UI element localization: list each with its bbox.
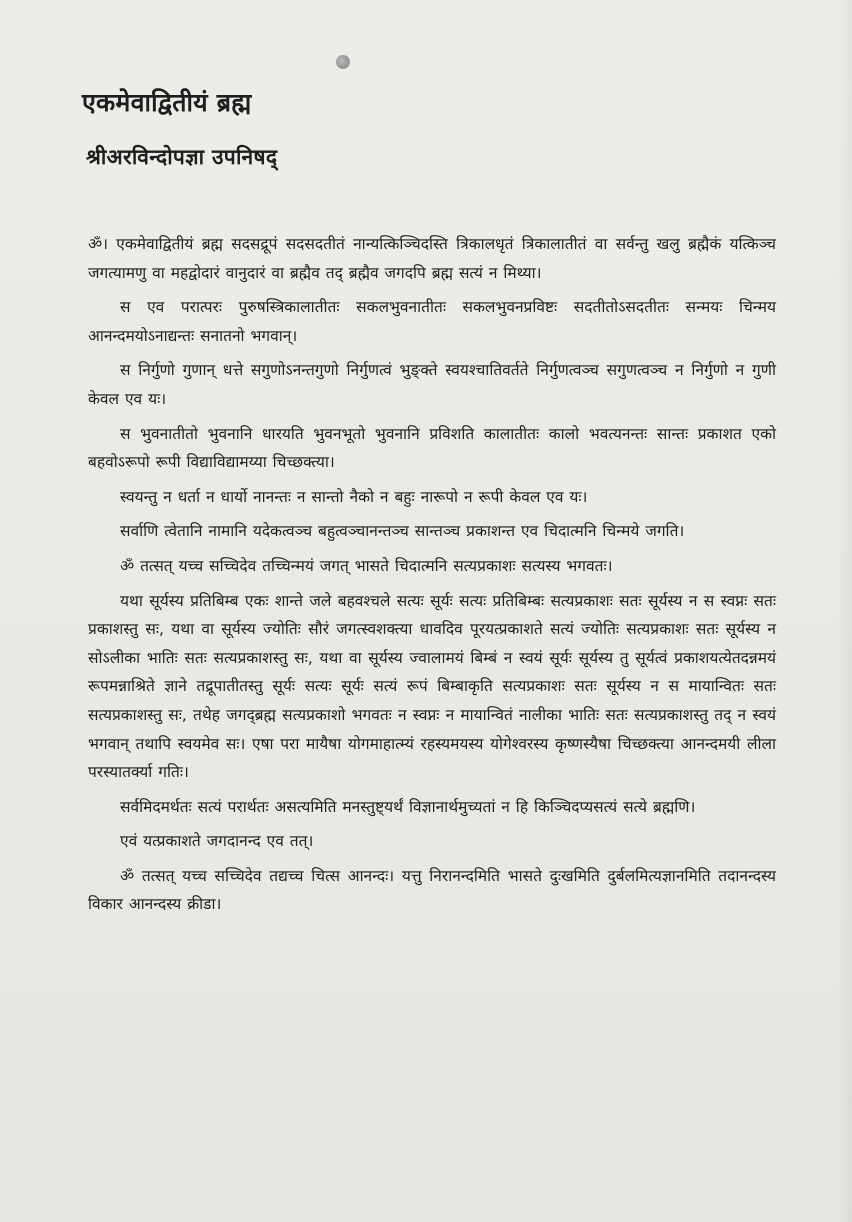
scan-mark — [336, 55, 350, 69]
document-body — [88, 230, 776, 925]
page-title: एकमेवाद्वितीयं ब्रह्म — [82, 88, 252, 117]
page-subtitle: श्रीअरविन्दोपज्ञा उपनिषद् — [86, 145, 278, 169]
paragraph: एवं यत्प्रकाशते जगदानन्द एव तत्। — [120, 832, 314, 851]
paragraph: ॐ। एकमेवाद्वितीयं ब्रह्म सदसद्रूपं सदसदतीतं नान्यत्किञ्चिदस्ति त्रिकालधृतं त्रिकालातीतं वा सर्वन्तु खलु ब्रह्मैकं यत्किञ्च जगत्यामणु वा महद्वोदारं वानुदारं वा ब्रह्मैव तद् ब्रह्मैव जगदपि ब्रह्म सत्यं न मिथ्या। — [88, 235, 776, 282]
paragraph: स्वयन्तु न धर्ता न धार्यो नानन्तः न सान्तो नैको न बहुः नारूपो न रूपी केवल एव यः। — [120, 487, 588, 506]
paragraph: ॐ तत्सत् यच्च सच्चिदेव तच्चिन्मयं जगत् भासते चिदात्मनि सत्यप्रकाशः सत्यस्य भगवतः। — [120, 556, 613, 575]
paragraph: यथा सूर्यस्य प्रतिबिम्ब एकः शान्ते जले बहवश्चले सत्यः सूर्यः सत्यः प्रतिबिम्बः सत्यप्रकाशः सतः सूर्यस्य न स स्वप्नः सतः प्रकाशस्तु सः, यथा वा सूर्यस्य ज्योतिः सौरं जगत्स्वशक्त्या धावदिव पूरयत्प्रकाशते सत्यं ज्योतिः सत्यप्रकाशः सतः सूर्यस्य न सोऽलीका भातिः सतः सत्यप्रकाशस्तु सः, यथा वा सूर्यस्य ज्वालामयं बिम्बं न स्वयं सूर्यः सूर्यस्य तु सूर्यत्वं प्रकाशयत्येतदन्नमयं रूपमन्नाश्रिते ज्ञाने तद्रूपातीतस्तु सूर्यः सत्यः सूर्यः सत्यं रूपं बिम्बाकृति सत्यप्रकाशः सतः सूर्यस्य न स मायान्वितः सतः सत्यप्रकाशस्तु सः, तथेह जगद्ब्रह्म सत्यप्रकाशो भगवतः न स्वप्नः न मायान्वितं नालीका भातिः सतः सत्यप्रकाशस्तु तद् न स्वयं भगवान् तथापि स्वयमेव सः। एषा परा मायैषा योगमाहात्म्यं रहस्यमयस्य योगेश्वरस्य कृष्णस्यैषा चिच्छक्त्या आनन्दमयी लीला परस्यातर्क्या गतिः। — [88, 591, 776, 782]
paragraph: स निर्गुणो गुणान् धत्ते सगुणोऽनन्तगुणो निर्गुणत्वं भुङ्क्ते स्वयश्चातिवर्तते निर्गुणत्वञ्च सगुणत्वञ्च न निर्गुणो न गुणी केवल एव यः। — [88, 361, 776, 408]
paragraph: ॐ तत्सत् यच्च सच्चिदेव तद्यच्च चित्स आनन्दः। यत्तु निरानन्दमिति भासते दुःखमिति दुर्बलमित्यज्ञानमिति तदानन्दस्य विकार आनन्दस्य क्रीडा। — [88, 866, 776, 914]
paragraph: सर्वाणि त्वेतानि नामानि यदेकत्वञ्च बहुत्वञ्चानन्तञ्च सान्तञ्च प्रकाशन्त एव चिदात्मनि चिन्मये जगति। — [120, 522, 685, 541]
paragraph: स एव परात्परः पुरुषस्त्रिकालातीतः सकलभुवनातीतः सकलभुवनप्रविष्टः सदतीतोऽसदतीतः सन्मयः चिन्मय आनन्दमयोऽनाद्यन्तः सनातनो भगवान्। — [88, 298, 776, 345]
paragraph: स भुवनातीतो भुवनानि धारयति भुवनभूतो भुवनानि प्रविशति कालातीतः कालो भवत्यनन्तः सान्तः प्रकाशत एको बहवोऽरूपो रूपी विद्याविद्यामय्या चिच्छक्त्या। — [88, 424, 776, 472]
paragraph: सर्वमिदमर्थतः सत्यं परार्थतः असत्यमिति मनस्तुष्ट्यर्थं विज्ञानार्थमुच्यतां न हि किञ्चिदप्यसत्यं सत्ये ब्रह्मणि। — [120, 797, 696, 816]
